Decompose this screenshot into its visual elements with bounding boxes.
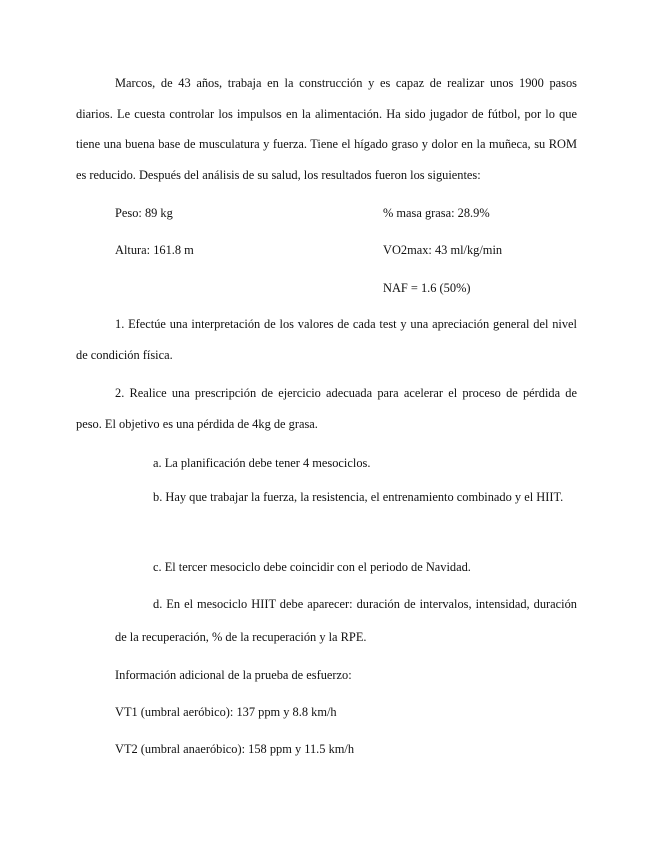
requirement-c: c. El tercer mesociclo debe coincidir con el periodo de Navidad. — [153, 560, 471, 574]
question-1: 1. Efectúe una interpretación de los valores de cada test y una apreciación general del nivel de condición física. — [76, 317, 577, 362]
additional-vt2: VT2 (umbral anaeróbico): 158 ppm y 11.5 km/h — [115, 742, 355, 756]
result-naf: NAF = 1.6 (50%) — [383, 281, 471, 295]
result-peso: Peso: 89 kg — [115, 206, 173, 220]
intro-paragraph: Marcos, de 43 años, trabaja en la construcción y es capaz de realizar unos 1900 pasos diarios. Le cuesta controlar los impulsos en la alimentación. Ha sido jugador de fútbol, por lo que tiene una buena base de musculatura y fuerza. Tiene el hígado graso y dolor en la muñeca, su ROM es reducido. Después del análisis de su salud, los resultados fueron los siguientes: — [76, 76, 577, 182]
result-altura: Altura: 161.8 m — [115, 243, 194, 257]
requirement-b: b. Hay que trabajar la fuerza, la resistencia, el entrenamiento combinado y el HIIT. — [153, 490, 564, 504]
requirement-d: d. En el mesociclo HIIT debe aparecer: duración de intervalos, intensidad, duración de la recuperación, % de la recuperación y la RPE. — [115, 597, 577, 644]
question-2: 2. Realice una prescripción de ejercicio adecuada para acelerar el proceso de pérdida de peso. El objetivo es una pérdida de 4kg de grasa. — [76, 386, 577, 431]
requirement-a: a. La planificación debe tener 4 mesociclos. — [153, 456, 371, 470]
additional-info-title: Información adicional de la prueba de esfuerzo: — [115, 668, 352, 682]
result-masa-grasa: % masa grasa: 28.9% — [383, 206, 490, 220]
result-vo2max: VO2max: 43 ml/kg/min — [383, 243, 503, 257]
additional-vt1: VT1 (umbral aeróbico): 137 ppm y 8.8 km/h — [115, 705, 337, 719]
